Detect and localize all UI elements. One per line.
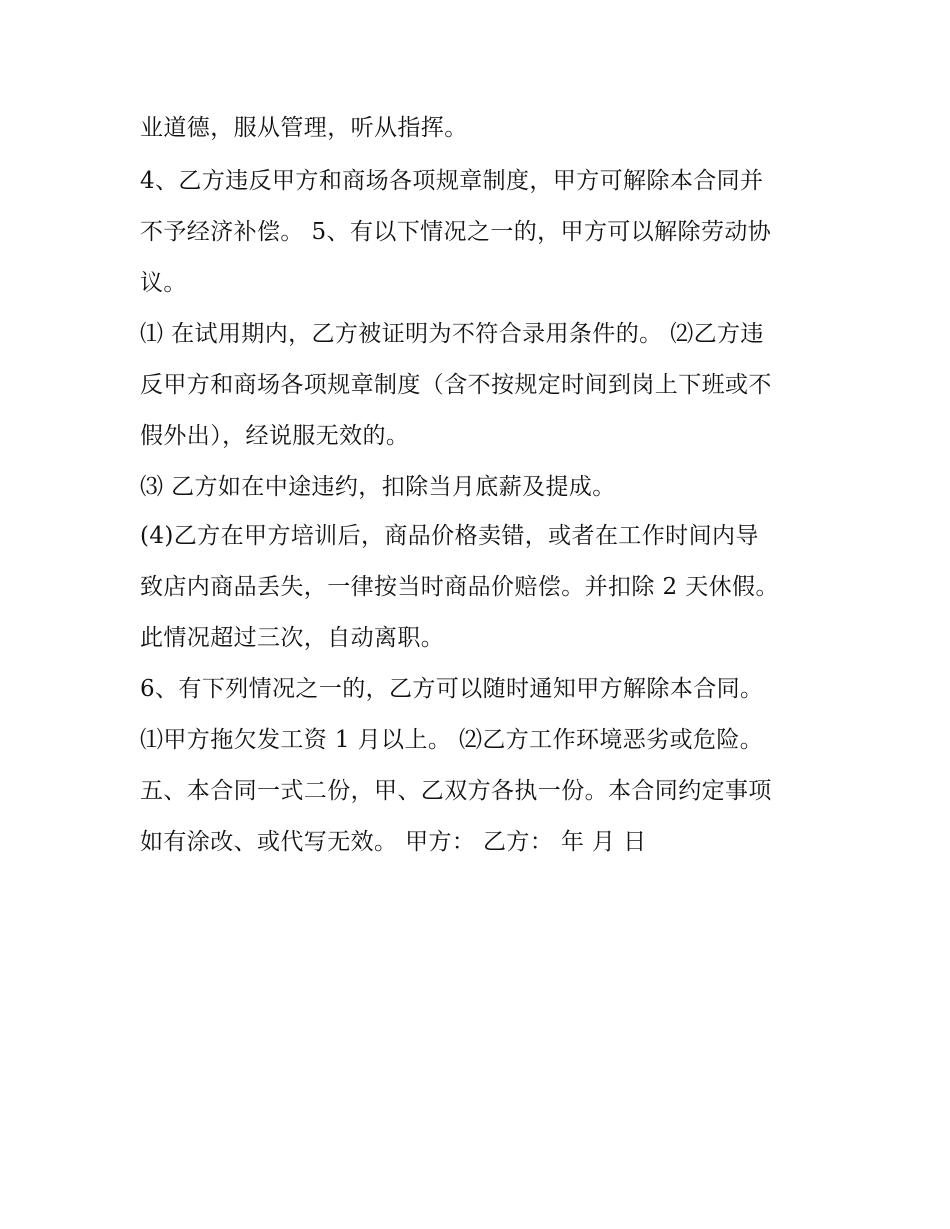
text-line: 议。 <box>140 270 187 296</box>
text-line: ⑶ 乙方如在中途违约，扣除当月底薪及提成。 <box>140 474 616 500</box>
text-line: 致店内商品丢失，一律按当时商品价赔偿。并扣除 2 天休假。 <box>140 574 779 600</box>
text-line: 不予经济补偿。 5、有以下情况之一的，甲方可以解除劳动协 <box>140 219 772 245</box>
text-line: (4)乙方在甲方培训后，商品价格卖错，或者在工作时间内导 <box>140 523 759 549</box>
text-line: 此情况超过三次，自动离职。 <box>140 625 445 651</box>
text-line: 业道德，服从管理，听从指挥。 <box>140 115 468 141</box>
text-line: 假外出），经说服无效的。 <box>140 423 410 449</box>
text-line: ⑴ 在试用期内，乙方被证明为不符合录用条件的。 ⑵乙方违 <box>140 321 764 347</box>
text-line: ⑴甲方拖欠发工资 1 月以上。 ⑵乙方工作环境恶劣或危险。 <box>140 727 764 753</box>
text-line: 五、本合同一式二份，甲、乙双方各执一份。本合同约定事项 <box>140 778 772 804</box>
text-line: 如有涂改、或代写无效。 甲方： 乙方： 年 月 日 <box>140 829 647 855</box>
text-line: 6、有下列情况之一的，乙方可以随时通知甲方解除本合同。 <box>140 676 764 702</box>
text-line: 反甲方和商场各项规章制度（含不按规定时间到岗上下班或不 <box>140 372 772 398</box>
text-line: 4、乙方违反甲方和商场各项规章制度，甲方可解除本合同并 <box>140 168 764 194</box>
